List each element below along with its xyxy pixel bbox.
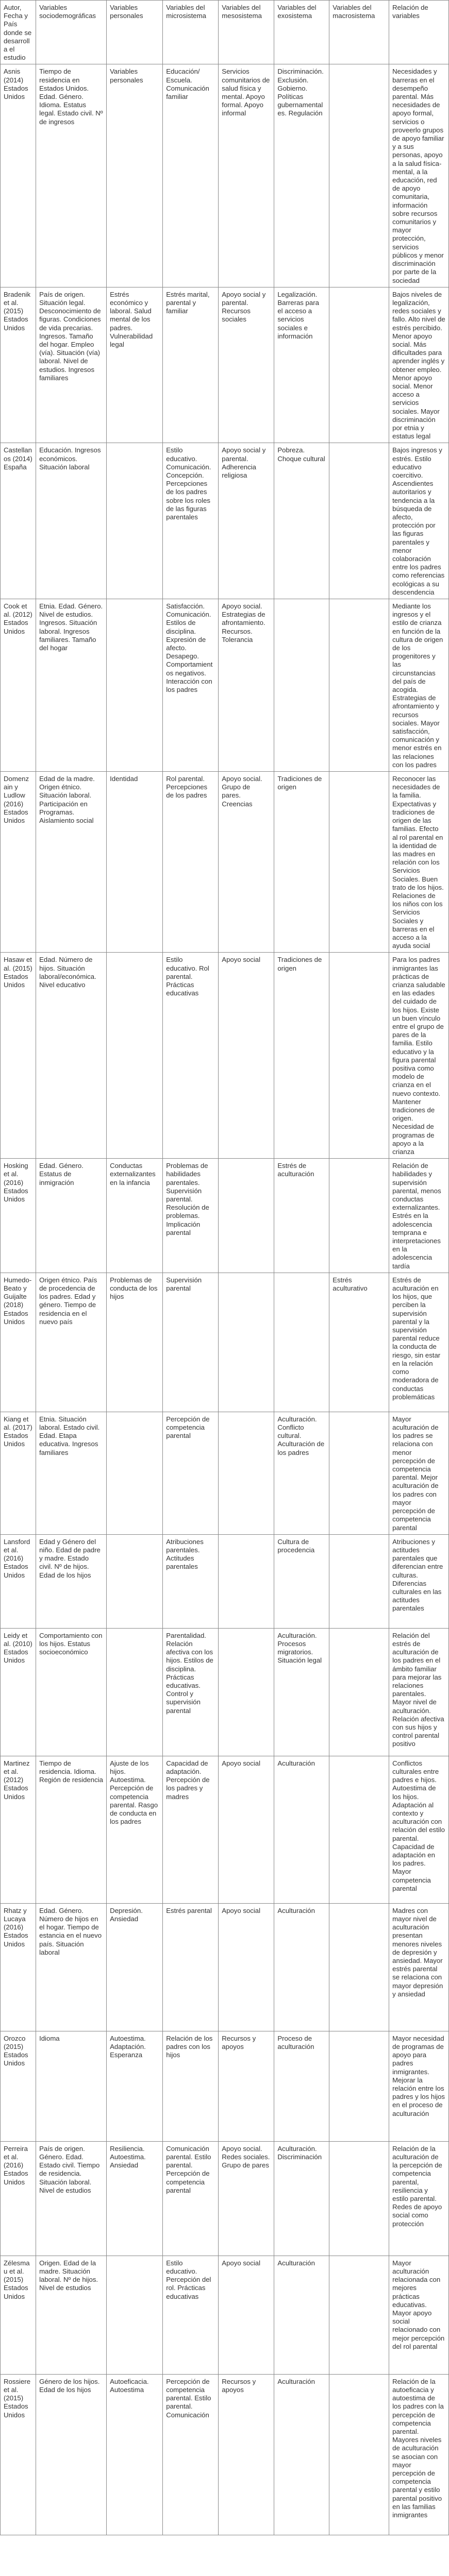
cell-relationship: Estrés de aculturación en los hijos, que perciben la supervisión parental y la supervisión parental reduce la conducta de riesgo, sin estar en la relación como moderadora de conductas problemáticas [389, 1273, 449, 1412]
table-row [1, 1756, 449, 1903]
cell-exosystem: Proceso de aculturación [274, 2031, 329, 2141]
cell-exosystem [274, 1273, 329, 1412]
cell-relationship: Bajos ingresos y estrés. Estilo educativo coercitivo. Ascendientes autoritarios y tendencia a la búsqueda de afecto, protección por las figuras parentales y menor colaboración entre los padres como referencias ecológicas a su descendencia [389, 443, 449, 599]
cell-sociodemographic: País de origen. Género. Edad. Estado civil. Tiempo de residencia. Situación laboral. Nivel de estudios [36, 2141, 107, 2256]
cell-sociodemographic: Edad. Género. Número de hijos en el hogar. Tiempo de estancia en el nuevo país. Situación laboral [36, 1903, 107, 2031]
cell-mesosystem [219, 1412, 274, 1534]
cell-author: Domenzain y Ludlow (2016) Estados Unidos [1, 772, 36, 953]
cell-macrosystem [329, 1159, 389, 1273]
cell-personal: Autoeficacia. Autoestima [107, 2374, 163, 2535]
cell-author: Rossiere et al. (2015) Estados Unidos [1, 2374, 36, 2535]
cell-author: Kiang et al. (2017) Estados Unidos [1, 1412, 36, 1534]
cell-personal: Autoestima. Adaptación. Esperanza [107, 2031, 163, 2141]
cell-microsystem: Capacidad de adaptación. Percepción de los padres y madres [163, 1756, 219, 1903]
cell-relationship: Mayor aculturación relacionada con mejores prácticas educativas. Mayor apoyo social relacionado con mejor percepción del rol parental [389, 2256, 449, 2374]
table-row [1, 1159, 449, 1273]
cell-relationship: Reconocer las necesidades de la familia. Expectativas y tradiciones de origen de las familias. Efecto al rol parental en la identidad de las madres en relación con los Servicios Sociales. Buen trato de los hijos. Relaciones de los niños con los Servicios Sociales y barreras en el acceso a la ayuda social [389, 772, 449, 953]
cell-relationship: Para los padres inmigrantes las prácticas de crianza saludable en las edades del cuidado de los hijos. Existe un buen vínculo entre el grupo de pares de la familia. Estilo educativo y la figura parental positiva como modelo de crianza en el nuevo contexto. Mantener tradiciones de origen. Necesidad de programas de apoyo a la crianza [389, 953, 449, 1159]
cell-sociodemographic: Edad. Número de hijos. Situación laboral/económica. Nivel educativo [36, 953, 107, 1159]
cell-relationship: Atribuciones y actitudes parentales que diferencian entre culturas. Diferencias culturales en las actitudes parentales [389, 1534, 449, 1628]
cell-author: Hosking et al. (2016) Estados Unidos [1, 1159, 36, 1273]
header-mesosystem: Variables del mesosistema [219, 1, 274, 64]
table-row [1, 2141, 449, 2256]
cell-relationship: Relación de habilidades y supervisión parental, menos conductas externalizantes. Estrés en la adolescencia temprana e interpretaciones en la adolescencia tardía [389, 1159, 449, 1273]
cell-macrosystem [329, 2256, 389, 2374]
cell-author: Cook et al. (2012) Estados Unidos [1, 599, 36, 772]
cell-exosystem: Estrés de aculturación [274, 1159, 329, 1273]
cell-exosystem: Tradiciones de origen [274, 953, 329, 1159]
cell-microsystem: Estilo educativo. Comunicación. Concepción. Percepciones de los padres sobre los roles de las figuras parentales [163, 443, 219, 599]
cell-author: Hasaw et al. (2015) Estados Unidos [1, 953, 36, 1159]
table-row [1, 1273, 449, 1412]
table-row [1, 443, 449, 599]
cell-macrosystem [329, 599, 389, 772]
cell-mesosystem: Apoyo social [219, 1903, 274, 2031]
cell-mesosystem: Apoyo social. Estrategias de afrontamiento. Recursos. Tolerancia [219, 599, 274, 772]
cell-microsystem: Estilo educativo. Percepción del rol. Prácticas educativas [163, 2256, 219, 2374]
cell-author: Martinez et al. (2012) Estados Unidos [1, 1756, 36, 1903]
cell-personal [107, 1628, 163, 1756]
cell-sociodemographic: Etnia. Edad. Género. Nivel de estudios. Ingresos. Situación laboral. Ingresos familiares. Tamaño del hogar [36, 599, 107, 772]
cell-relationship: Mediante los ingresos y el estilo de crianza en función de la cultura de origen de los progenitores y las circunstancias del país de acogida. Estrategias de afrontamiento y recursos sociales. Mayor satisfacción, comunicación y menor estrés en las relaciones con los padres [389, 599, 449, 772]
cell-author: Asnis (2014) Estados Unidos [1, 64, 36, 287]
cell-relationship: Relación de la autoeficacia y autoestima de los padres con la percepción de competencia parental. Mayores niveles de aculturación se asocian con mayor percepción de competencia parental y estilo parental positivo en las familias inmigrantes [389, 2374, 449, 2535]
table-row [1, 1412, 449, 1534]
cell-microsystem: Relación de los padres con los hijos [163, 2031, 219, 2141]
cell-personal: Identidad [107, 772, 163, 953]
table-row [1, 64, 449, 287]
cell-exosystem: Legalización. Barreras para el acceso a servicios sociales e información [274, 287, 329, 443]
cell-macrosystem [329, 443, 389, 599]
cell-mesosystem: Apoyo social [219, 1756, 274, 1903]
cell-mesosystem: Apoyo social y parental. Recursos sociales [219, 287, 274, 443]
cell-microsystem: Educación/ Escuela. Comunicación familiar [163, 64, 219, 287]
cell-sociodemographic: Origen étnico. País de procedencia de los padres. Edad y género. Tiempo de residencia en el nuevo país [36, 1273, 107, 1412]
cell-microsystem: Rol parental. Percepciones de los padres [163, 772, 219, 953]
header-relationship: Relación de variables [389, 1, 449, 64]
cell-author: Humedo-Beato y Guijalte (2018) Estados Unidos [1, 1273, 36, 1412]
cell-mesosystem: Apoyo social y parental. Adherencia religiosa [219, 443, 274, 599]
cell-personal [107, 599, 163, 772]
header-macrosystem: Variables del macrosistema [329, 1, 389, 64]
cell-author: Orozco (2015) Estados Unidos [1, 2031, 36, 2141]
cell-mesosystem: Recursos y apoyos [219, 2031, 274, 2141]
header-microsystem: Variables del microsistema [163, 1, 219, 64]
cell-exosystem [274, 599, 329, 772]
cell-personal: Ajuste de los hijos. Autoestima. Percepción de competencia parental. Rasgo de conducta en los padres [107, 1756, 163, 1903]
cell-mesosystem: Apoyo social. Grupo de pares. Creencias [219, 772, 274, 953]
cell-macrosystem [329, 1756, 389, 1903]
cell-macrosystem [329, 953, 389, 1159]
cell-personal: Depresión. Ansiedad [107, 1903, 163, 2031]
cell-exosystem: Tradiciones de origen [274, 772, 329, 953]
cell-sociodemographic: Etnia. Situación laboral. Estado civil. Edad. Etapa educativa. Ingresos familiares [36, 1412, 107, 1534]
cell-sociodemographic: País de origen. Situación legal. Desconocimiento de figuras. Condiciones de vida precarias. Ingresos. Tamaño del hogar. Empleo (vía). Situación (vía) laboral. Nivel de estudios. Ingresos familiares [36, 287, 107, 443]
cell-exosystem: Aculturación [274, 2256, 329, 2374]
cell-relationship: Mayor necesidad de programas de apoyo para padres inmigrantes. Mejorar la relación entre los padres y los hijos en el proceso de aculturación [389, 2031, 449, 2141]
cell-microsystem: Estrés marital, parental y familiar [163, 287, 219, 443]
cell-mesosystem: Apoyo social [219, 953, 274, 1159]
cell-sociodemographic: Edad. Género. Estatus de inmigración [36, 1159, 107, 1273]
cell-personal [107, 1534, 163, 1628]
cell-macrosystem [329, 1903, 389, 2031]
cell-macrosystem [329, 772, 389, 953]
cell-microsystem: Percepción de competencia parental. Estilo parental. Comunicación [163, 2374, 219, 2535]
cell-personal [107, 1412, 163, 1534]
cell-exosystem: Cultura de procedencia [274, 1534, 329, 1628]
cell-relationship: Relación del estrés de aculturación de los padres en el ámbito familiar para mejorar las relaciones parentales. Mayor nivel de aculturación. Relación afectiva con sus hijos y control parental positivo [389, 1628, 449, 1756]
cell-macrosystem [329, 2141, 389, 2256]
cell-exosystem: Aculturación. Discriminación [274, 2141, 329, 2256]
cell-author: Rhatz y Lucaya (2016) Estados Unidos [1, 1903, 36, 2031]
cell-microsystem: Satisfacción. Comunicación. Estilos de disciplina. Expresión de afecto. Desapego. Comportamientos negativos. Interacción con los padres [163, 599, 219, 772]
cell-author: Castellanos (2014) España [1, 443, 36, 599]
cell-author: Leidy et al. (2010) Estados Unidos [1, 1628, 36, 1756]
header-author: Autor, Fecha y País donde se desarrolla el estudio [1, 1, 36, 64]
cell-sociodemographic: Tiempo de residencia. Idioma. Región de residencia [36, 1756, 107, 1903]
cell-sociodemographic: Educación. Ingresos económicos. Situación laboral [36, 443, 107, 599]
table-row [1, 953, 449, 1159]
table-row [1, 599, 449, 772]
cell-sociodemographic: Edad y Género del niño. Edad de padre y madre. Estado civil. Nº de hijos. Edad de los hijos [36, 1534, 107, 1628]
cell-relationship: Bajos niveles de legalización, redes sociales y fallo. Alto nivel de estrés percibido. Menor apoyo social. Más dificultades para aprender inglés y obtener empleo. Menor apoyo social. Menor acceso a servicios sociales. Mayor discriminación por etnia y estatus legal [389, 287, 449, 443]
cell-macrosystem [329, 1412, 389, 1534]
cell-personal: Resiliencia. Autoestima. Ansiedad [107, 2141, 163, 2256]
cell-exosystem: Aculturación [274, 1903, 329, 2031]
cell-mesosystem: Recursos y apoyos [219, 2374, 274, 2535]
table-row [1, 1534, 449, 1628]
cell-microsystem: Percepción de competencia parental [163, 1412, 219, 1534]
cell-exosystem: Aculturación [274, 2374, 329, 2535]
cell-sociodemographic: Idioma [36, 2031, 107, 2141]
table-row [1, 2256, 449, 2374]
cell-microsystem: Atribuciones parentales. Actitudes parentales [163, 1534, 219, 1628]
cell-microsystem: Supervisión parental [163, 1273, 219, 1412]
table-row [1, 287, 449, 443]
cell-personal [107, 443, 163, 599]
cell-mesosystem [219, 1534, 274, 1628]
cell-sociodemographic: Edad de la madre. Origen étnico. Situación laboral. Participación en Programas. Aislamiento social [36, 772, 107, 953]
cell-mesosystem: Apoyo social [219, 2256, 274, 2374]
table-row [1, 1903, 449, 2031]
cell-microsystem: Comunicación parental. Estilo parental. Percepción de competencia parental [163, 2141, 219, 2256]
table-row [1, 1628, 449, 1756]
header-personal: Variables personales [107, 1, 163, 64]
cell-sociodemographic: Género de los hijos. Edad de los hijos [36, 2374, 107, 2535]
header-exosystem: Variables del exosistema [274, 1, 329, 64]
cell-macrosystem [329, 287, 389, 443]
cell-personal [107, 953, 163, 1159]
cell-macrosystem [329, 64, 389, 287]
cell-personal: Variables personales [107, 64, 163, 287]
cell-mesosystem [219, 1159, 274, 1273]
cell-mesosystem: Apoyo social. Redes sociales. Grupo de pares [219, 2141, 274, 2256]
table-row [1, 772, 449, 953]
cell-microsystem: Problemas de habilidades parentales. Supervisión parental. Resolución de problemas. Implicación parental [163, 1159, 219, 1273]
cell-personal: Estrés económico y laboral. Salud mental de los padres. Vulnerabilidad legal [107, 287, 163, 443]
cell-mesosystem [219, 1628, 274, 1756]
cell-personal: Problemas de conducta de los hijos [107, 1273, 163, 1412]
cell-microsystem: Parentalidad. Relación afectiva con los hijos. Estilos de disciplina. Prácticas educativas. Control y supervisión parental [163, 1628, 219, 1756]
cell-mesosystem [219, 1273, 274, 1412]
cell-relationship: Mayor aculturación de los padres se relaciona con menor percepción de competencia parental. Mejor aculturación de los padres con mayor percepción de competencia parental [389, 1412, 449, 1534]
cell-personal: Conductas externalizantes en la infancia [107, 1159, 163, 1273]
cell-mesosystem: Servicios comunitarios de salud física y mental. Apoyo formal. Apoyo informal [219, 64, 274, 287]
table-row [1, 2031, 449, 2141]
cell-relationship: Relación de la aculturación de la percepción de competencia parental, resiliencia y estilo parental. Redes de apoyo social como protección [389, 2141, 449, 2256]
cell-macrosystem [329, 1628, 389, 1756]
table-header-row [1, 1, 449, 64]
cell-author: Zélesmau et al. (2015) Estados Unidos [1, 2256, 36, 2374]
cell-exosystem: Aculturación [274, 1756, 329, 1903]
cell-exosystem: Aculturación. Procesos migratorios. Situación legal [274, 1628, 329, 1756]
cell-microsystem: Estilo educativo. Rol parental. Prácticas educativas [163, 953, 219, 1159]
cell-relationship: Conflictos culturales entre padres e hijos. Autoestima de los hijos. Adaptación al contexto y aculturación con relación del estilo parental. Capacidad de adaptación en los padres. Mayor competencia parental [389, 1756, 449, 1903]
cell-exosystem: Aculturación. Conflicto cultural. Aculturación de los padres [274, 1412, 329, 1534]
cell-author: Bradenik et al. (2015) Estados Unidos [1, 287, 36, 443]
cell-relationship: Necesidades y barreras en el desempeño parental. Más necesidades de apoyo formal, servicios o proveerlo grupos de apoyo familiar y a sus personas, apoyo a la salud física-mental, a la educación, red de apoyo comunitaria, información sobre recursos comunitarios y mayor protección, servicios públicos y menor discriminación por parte de la sociedad [389, 64, 449, 287]
cell-microsystem: Estrés parental [163, 1903, 219, 2031]
cell-author: Perreira et al. (2016) Estados Unidos [1, 2141, 36, 2256]
cell-sociodemographic: Tiempo de residencia en Estados Unidos. Edad. Género. Idioma. Estatus legal. Estado civil. Nº de ingresos [36, 64, 107, 287]
cell-author: Lansford et al. (2016) Estados Unidos [1, 1534, 36, 1628]
cell-macrosystem: Estrés aculturativo [329, 1273, 389, 1412]
cell-exosystem: Discriminación. Exclusión. Gobierno. Políticas gubernamentales. Regulación [274, 64, 329, 287]
cell-relationship: Madres con mayor nivel de aculturación presentan menores niveles de depresión y ansiedad. Mayor estrés parental se relaciona con mayor depresión y ansiedad [389, 1903, 449, 2031]
cell-sociodemographic: Comportamiento con los hijos. Estatus socioeconómico [36, 1628, 107, 1756]
header-sociodemographic: Variables sociodemográficas [36, 1, 107, 64]
cell-macrosystem [329, 2374, 389, 2535]
cell-macrosystem [329, 1534, 389, 1628]
cell-personal [107, 2256, 163, 2374]
cell-macrosystem [329, 2031, 389, 2141]
table-row [1, 2374, 449, 2535]
cell-sociodemographic: Origen. Edad de la madre. Situación laboral. Nº de hijos. Nivel de estudios [36, 2256, 107, 2374]
cell-exosystem: Pobreza. Choque cultural [274, 443, 329, 599]
